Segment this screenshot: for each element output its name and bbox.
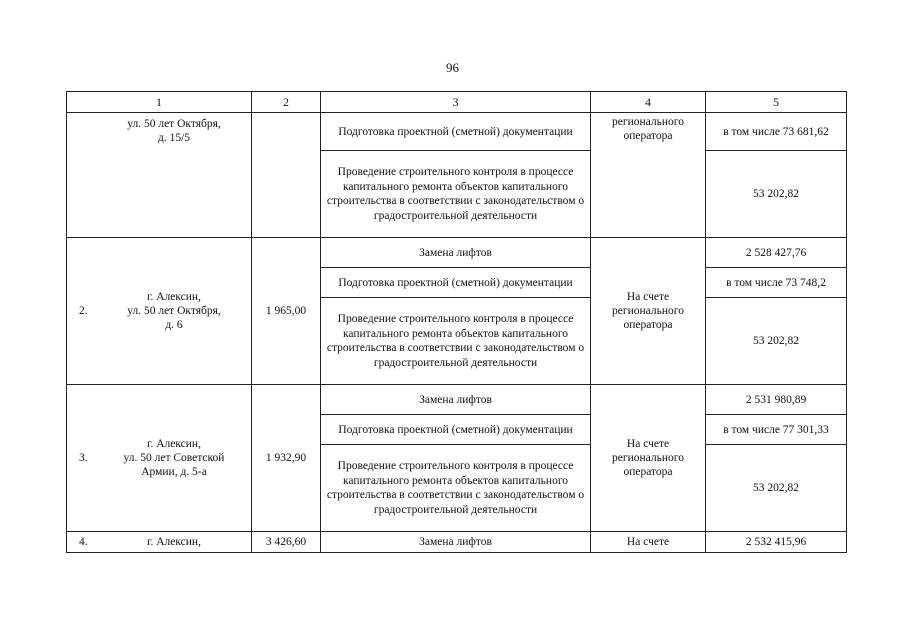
header-col-1: 1 — [67, 92, 252, 113]
area-cell — [252, 113, 321, 238]
work-amount: 2 528 427,76 — [706, 238, 847, 268]
work-name: Подготовка проектной (сметной) документации — [321, 113, 591, 151]
work-amount: 53 202,82 — [706, 151, 847, 238]
header-col-2: 2 — [252, 92, 321, 113]
header-col-4: 4 — [591, 92, 706, 113]
address-cell: 2.г. Алексин, ул. 50 лет Октября, д. 6 — [67, 238, 252, 385]
header-col-3: 3 — [321, 92, 591, 113]
address-cell: 4. г. Алексин, — [67, 532, 252, 553]
table-row — [67, 238, 847, 268]
address-cell: ул. 50 лет Октября, д. 15/5 — [67, 113, 252, 238]
area-cell: 3 426,60 — [252, 532, 321, 553]
funding-cell: На счете — [591, 532, 706, 553]
table-row — [67, 532, 847, 553]
header-col-5: 5 — [706, 92, 847, 113]
work-name: Замена лифтов — [321, 532, 591, 553]
header-row — [67, 92, 847, 113]
funding-cell: На счете регионального оператора — [591, 385, 706, 532]
work-name: Замена лифтов — [321, 385, 591, 415]
funding-cell: На счете регионального оператора — [591, 238, 706, 385]
work-name: Проведение строительного контроля в процессе капитального ремонта объектов капитального строительства в соответствии с законодательством о градостроительной деятельности — [321, 298, 591, 385]
work-amount: 53 202,82 — [706, 445, 847, 532]
work-amount: в том числе 73 681,62 — [706, 113, 847, 151]
work-name: Проведение строительного контроля в процессе капитального ремонта объектов капитального строительства в соответствии с законодательством о градостроительной деятельности — [321, 445, 591, 532]
table-row — [67, 113, 847, 151]
work-name: Подготовка проектной (сметной) документации — [321, 415, 591, 445]
area-cell: 1 965,00 — [252, 238, 321, 385]
page-number: 96 — [446, 60, 459, 75]
work-amount: 2 531 980,89 — [706, 385, 847, 415]
work-amount: 2 532 415,96 — [706, 532, 847, 553]
work-name: Подготовка проектной (сметной) документации — [321, 268, 591, 298]
work-name: Проведение строительного контроля в процессе капитального ремонта объектов капитального строительства в соответствии с законодательством о градостроительной деятельности — [321, 151, 591, 238]
funding-cell: регионального оператора — [591, 113, 706, 238]
address-cell: 3.г. Алексин, ул. 50 лет Советской Армии, д. 5-а — [67, 385, 252, 532]
work-name: Замена лифтов — [321, 238, 591, 268]
repair-table — [66, 91, 847, 553]
work-amount: 53 202,82 — [706, 298, 847, 385]
work-amount: в том числе 77 301,33 — [706, 415, 847, 445]
table-row — [67, 385, 847, 415]
area-cell: 1 932,90 — [252, 385, 321, 532]
work-amount: в том числе 73 748,2 — [706, 268, 847, 298]
